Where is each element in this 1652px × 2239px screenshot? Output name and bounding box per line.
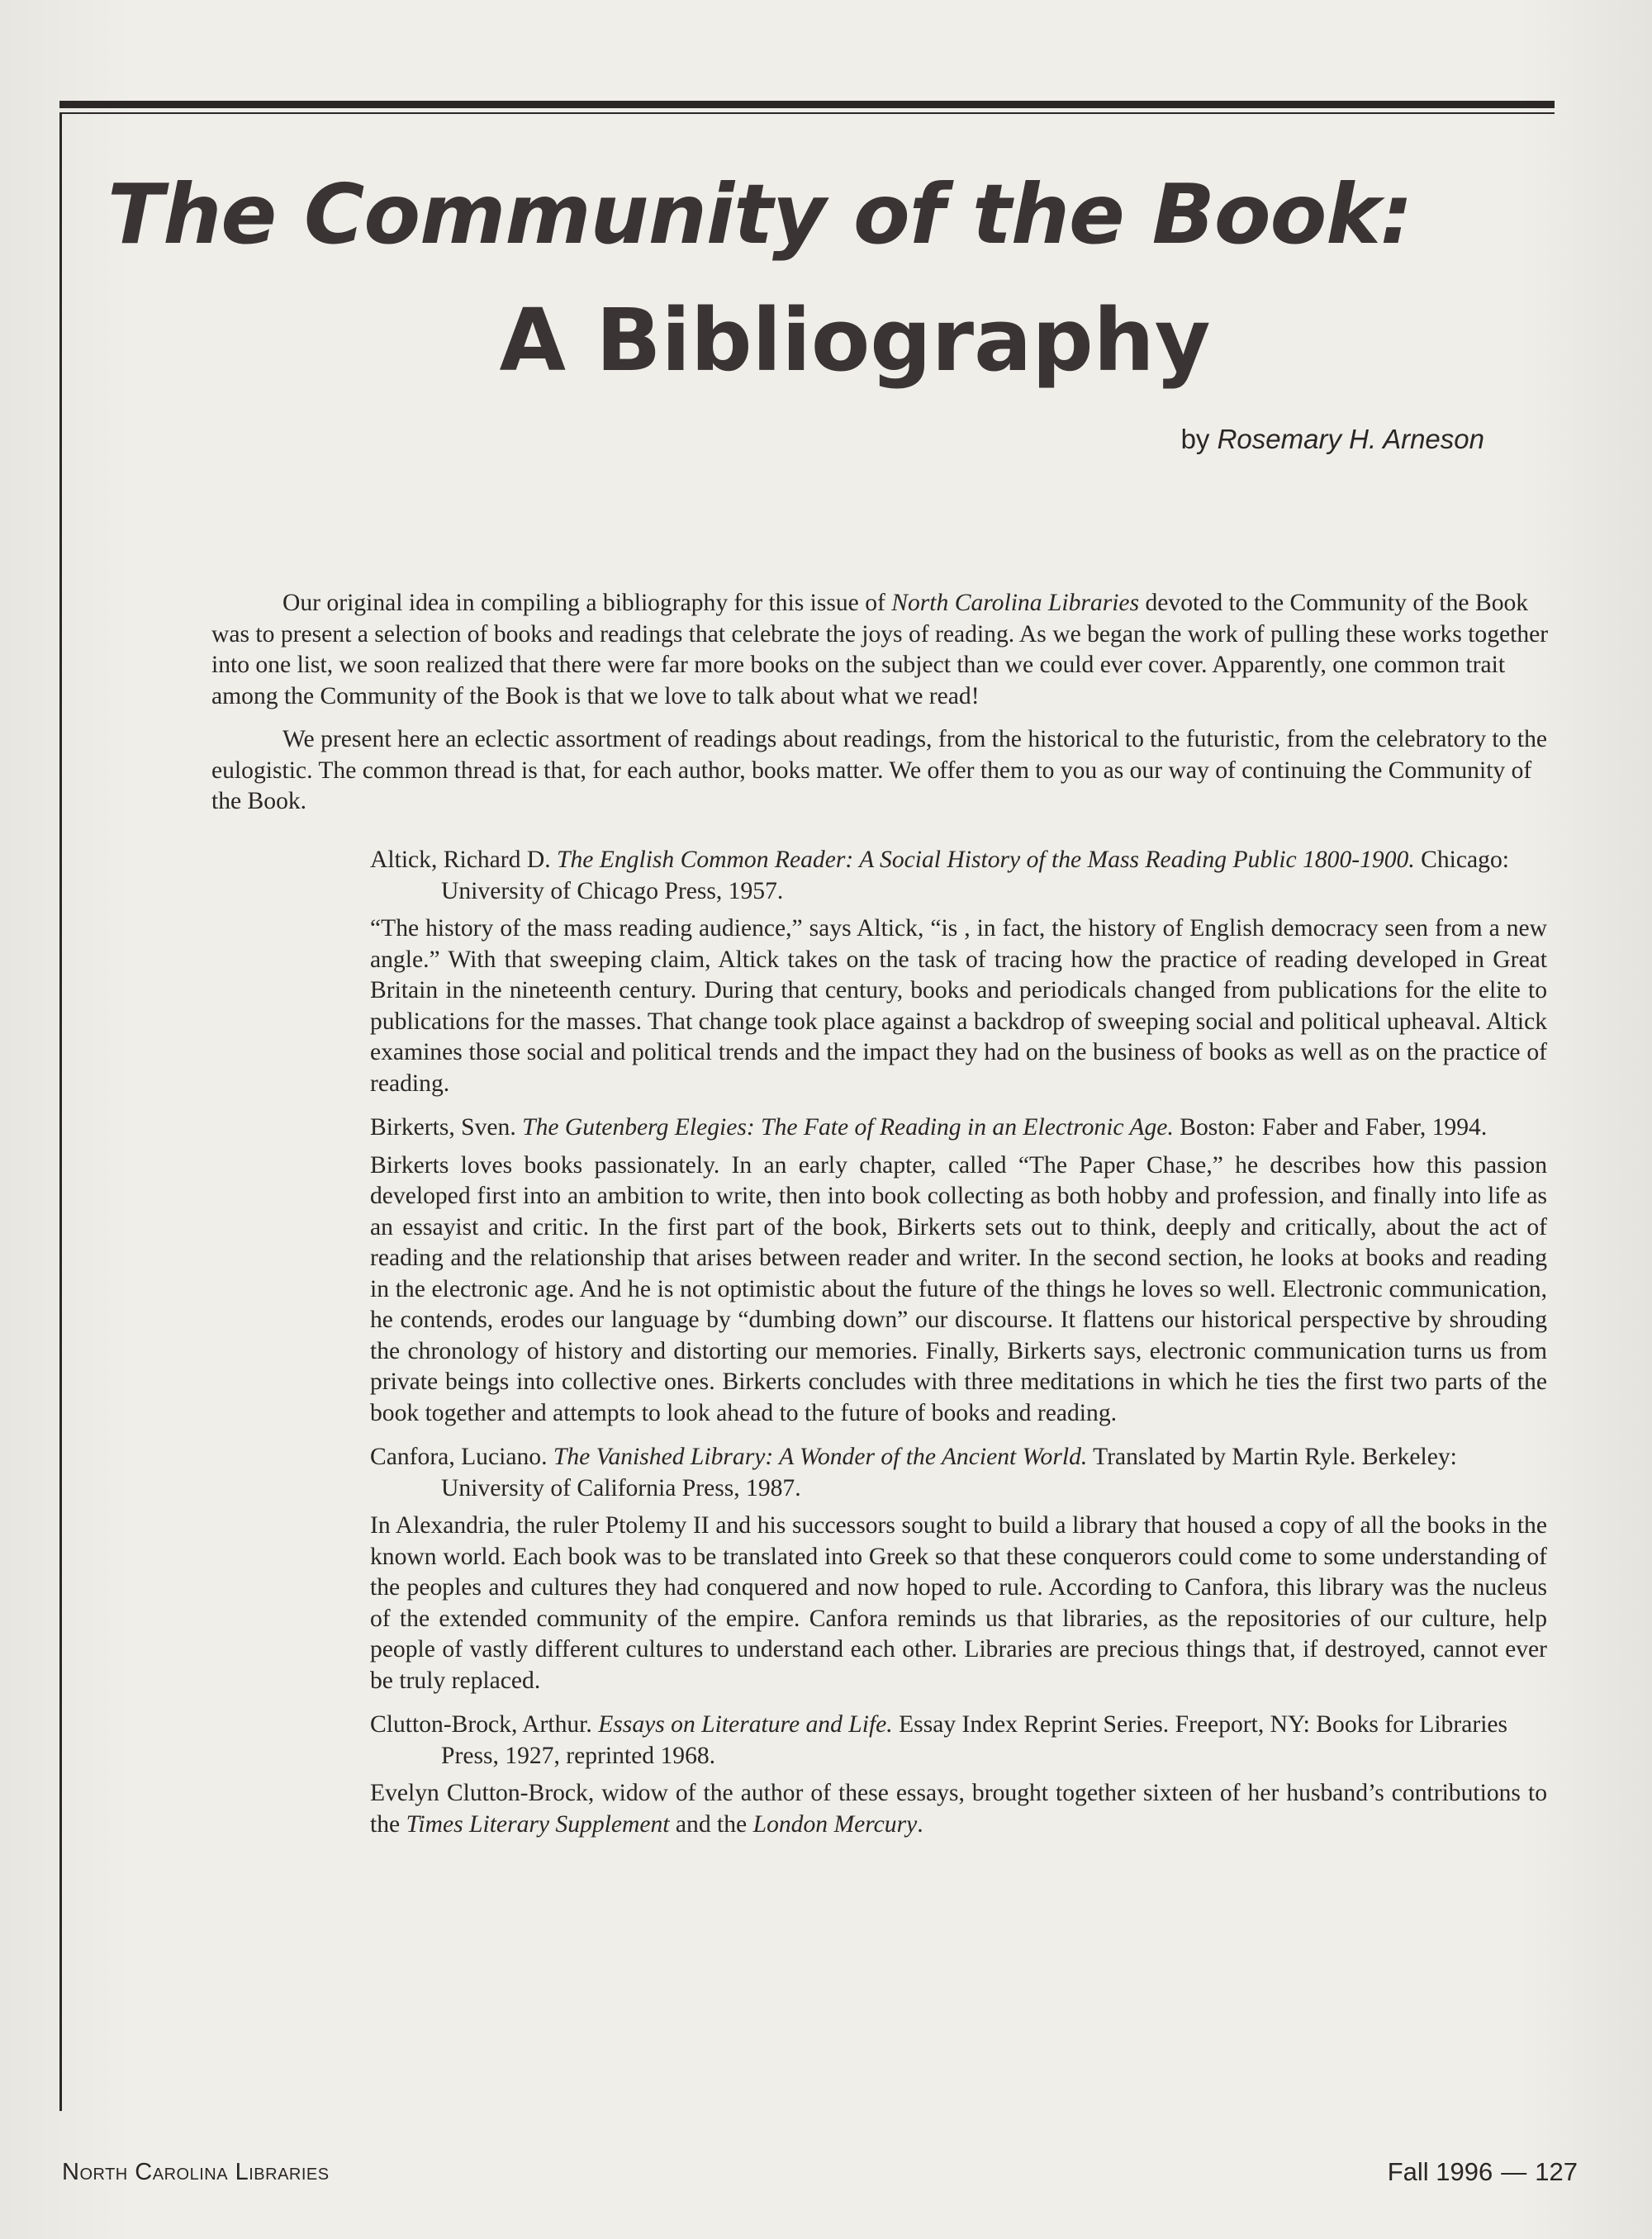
bibliography-entry [370,1710,1547,1840]
annotation: Birkerts loves books passionately. In an early chapter, called “The Paper Chase,” he describes how this passion developed first into an ambition to write, then into book collecting as both hobby and profession, and finally into life as an essayist and critic. In the first part of the book, Birkerts sets out to think, deeply and critically, about the act of reading and the relationship that arises between reader and writer. In the second section, he looks at books and reading in the electronic age. And he is not optimistic about the future of the things he loves so well. Electronic communication, he contends, erodes our language by “dumbing down” our discourse. It flattens our historical perspective by shrouding the chronology of history and distorting our memories. Finally, Birkerts says, electronic communication turns us from private beings into collective ones. Birkerts concludes with three meditations in which he ties the first two parts of the book together and attempts to look ahead to the future of books and reading. [370,1151,1547,1426]
book-title: The English Common Reader: A Social History of the Mass Reading Public 1800-1900. [557,847,1415,873]
author-name: Rosemary H. Arneson [1217,424,1484,454]
footer-issue: Fall 1996 — 127 [1387,2157,1578,2186]
book-title: The Vanished Library: A Wonder of the Ancient World. [553,1444,1088,1470]
citation: Altick, Richard D. The English Common Reader: A Social History of the Mass Reading Public 1800-1900. Chicago: University of Chicago Press, 1957. [370,847,1509,904]
annotation: Evelyn Clutton-Brock, widow of the author of these essays, brought together sixteen of her husband’s contributions to the Times Literary Supplement and the London Mercury. [370,1780,1547,1838]
annotation: “The history of the mass reading audience,” says Altick, “is , in fact, the history of English democracy seen from a new angle.” With that sweeping claim, Altick takes on the task of tracing how the practice of reading developed in Great Britain in the nineteenth century. During that century, books and periodicals changed from publications for the elite to publications for the masses. That change took place against a backdrop of sweeping social and political upheaval. Altick examines those social and political trends and the impact they had on the business of books as well as on the practice of reading. [370,915,1547,1097]
issue-label: Fall 1996 [1387,2157,1493,2186]
footer-journal: North Carolina Libraries [62,2159,330,2185]
left-rule [59,112,62,2111]
bibliography-entry [370,845,1547,1099]
top-rule [59,101,1555,108]
article-title: The Community of the Book: [107,166,1412,263]
journal-name: North Carolina Libraries [891,590,1140,616]
intro [211,588,1550,830]
intro-paragraph-2: We present here an eclectic assortment of readings about readings, from the historical to the futuristic, from the celebratory to the eulogistic. The common thread is that, for each author, books matter. We offer them to you as our way of continuing the Community of the Book. [211,726,1547,814]
annotation: In Alexandria, the ruler Ptolemy II and his successors sought to build a library that housed a copy of all the books in the known world. Each book was to be translated into Greek so that these conquerors could come to some understanding of the peoples and cultures they had conquered and now hoped to rule. According to Canfora, this library was the nucleus of the extended community of the empire. Canfora reminds us that libraries, as the repositories of our culture, help people of vastly different cultures to understand each other. Libraries are precious things that, if destroyed, cannot ever be truly replaced. [370,1512,1547,1694]
citation: Canfora, Luciano. The Vanished Library: A Wonder of the Ancient World. Translated by Martin Ryle. Berkeley: University of California Press, 1987. [370,1444,1457,1501]
bibliography-entry [370,1442,1547,1696]
bibliography [370,845,1547,1853]
top-rule-thin [59,112,1555,114]
byline [1181,424,1484,455]
byline-prefix: by [1180,424,1210,454]
intro-paragraph-1: Our original idea in compiling a bibliography for this issue of North Carolina Libraries devoted to the Community of the Book was to present a selection of books and readings that celebrate the joys of reading. As we began the work of pulling these works together into one list, we soon realized that there were far more books on the subject than we could ever cover. Apparently, one common trait among the Community of the Book is that we love to talk about what we read! [211,590,1549,709]
book-title: Essays on Literature and Life. [598,1711,893,1738]
bibliography-entry [370,1112,1547,1429]
page-number: 127 [1535,2157,1578,2186]
book-title: The Gutenberg Elegies: The Fate of Reading in an Electronic Age. [522,1114,1174,1141]
citation: Birkerts, Sven. The Gutenberg Elegies: The Fate of Reading in an Electronic Age. Boston: Faber and Faber, 1994. [370,1114,1488,1141]
citation: Clutton-Brock, Arthur. Essays on Literature and Life. Essay Index Reprint Series. Freeport, NY: Books for Libraries Press, 1927, reprinted 1968. [370,1711,1508,1769]
article-subtitle: A Bibliography [499,290,1211,391]
